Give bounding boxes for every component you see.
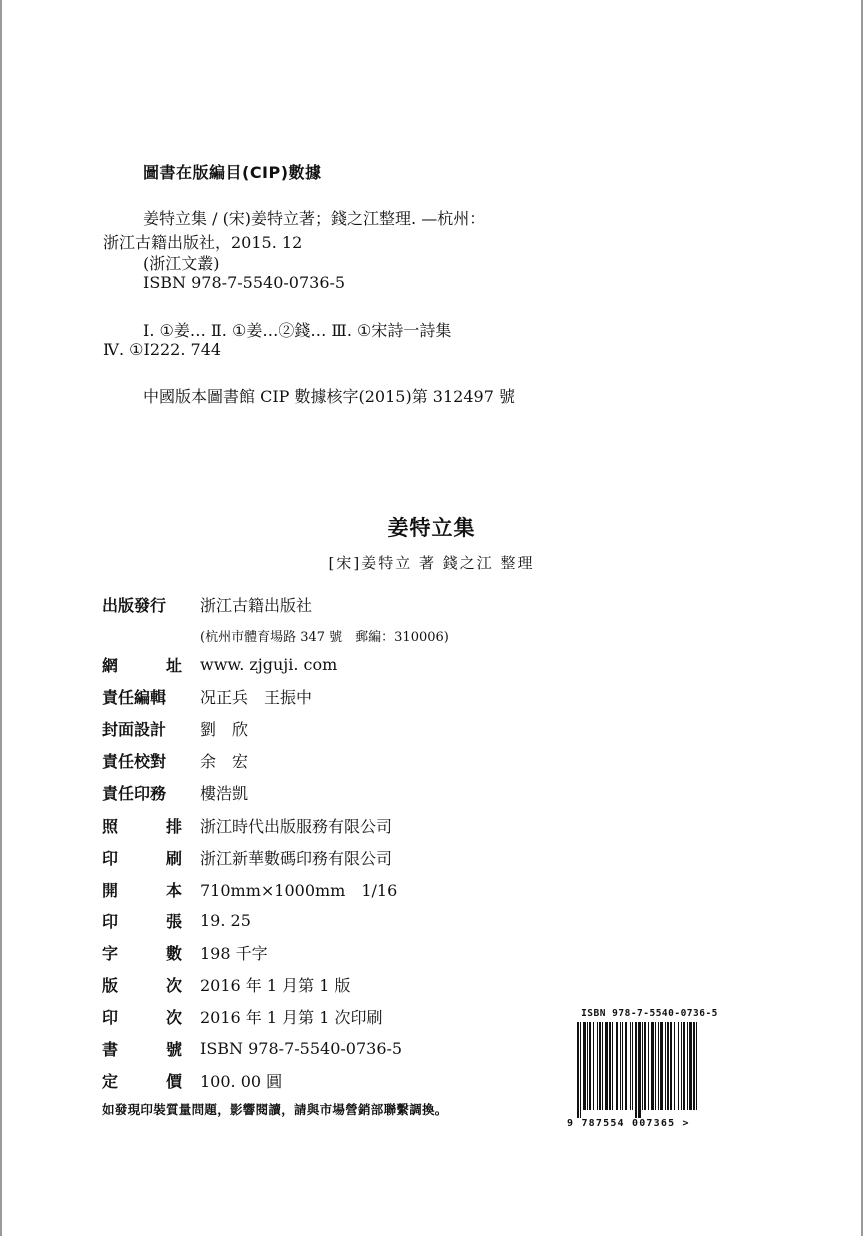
barcode-bar	[658, 1022, 659, 1110]
cip-line-5: Ⅰ. ①姜… Ⅱ. ①姜…②錢… Ⅲ. ①宋詩一詩集	[143, 321, 452, 340]
barcode-bar	[597, 1022, 598, 1110]
barcode-bar	[674, 1022, 675, 1110]
barcode-bar	[687, 1022, 688, 1110]
page-border-left	[0, 0, 2, 1236]
cip-line-4: ISBN 978-7-5540-0736-5	[143, 273, 346, 292]
barcode-bar	[665, 1022, 666, 1110]
info-row-typesetting	[102, 813, 392, 837]
barcode-bar	[602, 1022, 603, 1110]
info-value: 劉 欣	[200, 719, 249, 739]
label-char: 本	[165, 880, 182, 900]
info-label	[102, 846, 182, 869]
label-char: 網	[102, 655, 119, 675]
barcode-bar	[625, 1022, 627, 1110]
info-row-publisher	[102, 592, 312, 616]
barcode-bar	[635, 1022, 637, 1118]
label-char: 印	[102, 911, 119, 931]
book-authors: [宋]姜特立 著 錢之江 整理	[328, 554, 535, 572]
barcode-bar	[609, 1022, 611, 1110]
barcode-bar	[667, 1022, 669, 1110]
barcode-bar	[589, 1022, 591, 1110]
info-label	[102, 973, 182, 996]
cip-line-6: Ⅳ. ①I222. 744	[103, 340, 222, 359]
info-label: 責任校對	[102, 751, 167, 771]
barcode-bar	[696, 1022, 697, 1110]
label-char: 開	[102, 880, 119, 900]
info-label	[102, 1069, 182, 1092]
info-row-cover-design	[102, 716, 248, 740]
barcode-bar	[605, 1022, 608, 1110]
barcode	[567, 1008, 732, 1133]
info-row-proofreader	[102, 748, 248, 772]
info-value: 樓浩凱	[200, 783, 249, 803]
info-row-format	[102, 877, 397, 901]
barcode-bar	[593, 1022, 594, 1110]
info-value: 19. 25	[200, 910, 251, 930]
label-char: 張	[165, 911, 182, 931]
info-label	[102, 814, 182, 837]
barcode-bar	[587, 1022, 588, 1110]
book-title: 姜特立集	[387, 516, 476, 540]
label-char: 印	[102, 848, 119, 868]
info-label: 封面設計	[102, 719, 167, 739]
label-char: 數	[165, 943, 182, 963]
info-row-printing	[102, 845, 392, 869]
barcode-bar	[644, 1022, 646, 1110]
barcode-bar	[599, 1022, 601, 1110]
barcode-bar	[622, 1022, 623, 1110]
label-char: 排	[165, 816, 182, 836]
info-value: ISBN 978-7-5540-0736-5	[200, 1038, 403, 1058]
barcode-bar	[620, 1022, 621, 1110]
label-char: 刷	[165, 848, 182, 868]
cip-line-7: 中國版本圖書館 CIP 數據核字(2015)第 312497 號	[143, 387, 515, 406]
info-value: 余 宏	[200, 751, 249, 771]
barcode-bar	[693, 1022, 695, 1110]
barcode-bar	[630, 1022, 631, 1110]
info-label	[102, 1005, 182, 1028]
barcode-bars	[567, 1022, 732, 1118]
label-char: 址	[165, 655, 182, 675]
info-value: 浙江時代出版服務有限公司	[200, 816, 393, 836]
barcode-bar	[651, 1022, 654, 1110]
barcode-bar	[616, 1022, 618, 1110]
info-label: 責任印務	[102, 783, 167, 803]
info-value: 100. 00 圓	[200, 1071, 283, 1091]
info-label	[102, 909, 182, 932]
info-value: www. zjguji. com	[200, 654, 338, 674]
quality-notice: 如發現印裝質量問題，影響閱讀，請與市場營銷部聯繫調換。	[102, 1102, 448, 1117]
barcode-bar	[648, 1022, 649, 1110]
info-row-print-manager	[102, 780, 248, 804]
info-row-isbn	[102, 1036, 402, 1060]
info-value: 2016 年 1 月第 1 版	[200, 975, 351, 995]
barcode-bar	[580, 1022, 581, 1118]
barcode-bar	[577, 1022, 579, 1118]
label-char: 照	[102, 816, 119, 836]
label-char: 書	[102, 1039, 119, 1059]
label-char: 號	[165, 1039, 182, 1059]
info-label	[102, 1037, 182, 1060]
info-row-website	[102, 652, 337, 676]
label-char: 定	[102, 1071, 119, 1091]
cip-line-2: 浙江古籍出版社，2015. 12	[103, 233, 303, 252]
barcode-bar	[683, 1022, 685, 1110]
label-char: 次	[165, 1007, 182, 1027]
info-row-impression	[102, 1004, 383, 1028]
info-value: 710mm×1000mm 1/16	[200, 880, 398, 900]
info-label	[102, 878, 182, 901]
info-label: 出版發行	[102, 595, 167, 615]
barcode-bar	[638, 1022, 641, 1118]
barcode-bar	[612, 1022, 613, 1110]
info-value: 浙江古籍出版社	[200, 595, 313, 615]
info-value: 198 千字	[200, 943, 268, 963]
info-value: 浙江新華數碼印務有限公司	[200, 848, 393, 868]
barcode-bar	[670, 1022, 672, 1110]
info-row-price	[102, 1068, 282, 1092]
cip-line-3: (浙江文叢)	[143, 254, 220, 273]
cip-line-1: 姜特立集 / (宋)姜特立著；錢之江整理. —杭州：	[143, 209, 486, 228]
barcode-bar	[660, 1022, 663, 1110]
info-value: 况正兵 王振中	[200, 687, 313, 707]
barcode-digits: 9 787554 007365 >	[567, 1118, 690, 1129]
barcode-bar	[632, 1022, 633, 1110]
info-row-edition	[102, 972, 351, 996]
barcode-bar	[689, 1022, 692, 1110]
barcode-bar	[642, 1022, 643, 1110]
barcode-bar	[655, 1022, 656, 1110]
info-value: 2016 年 1 月第 1 次印刷	[200, 1007, 383, 1027]
info-label	[102, 941, 182, 964]
barcode-bar	[678, 1022, 679, 1110]
cip-heading: 圖書在版編目(CIP)數據	[143, 163, 322, 182]
label-char: 版	[102, 975, 119, 995]
info-row-sheets	[102, 908, 251, 932]
label-char: 次	[165, 975, 182, 995]
label-char: 價	[165, 1071, 182, 1091]
info-row-word-count	[102, 940, 268, 964]
barcode-bar	[681, 1022, 682, 1110]
barcode-isbn: ISBN 978-7-5540-0736-5	[581, 1008, 718, 1019]
info-label	[102, 653, 182, 676]
info-row-editor	[102, 684, 312, 708]
barcode-bar	[583, 1022, 586, 1110]
label-char: 印	[102, 1007, 119, 1027]
info-label: 責任編輯	[102, 687, 167, 707]
publisher-address: (杭州市體育場路 347 號 郵編：310006)	[200, 630, 449, 645]
label-char: 字	[102, 943, 119, 963]
